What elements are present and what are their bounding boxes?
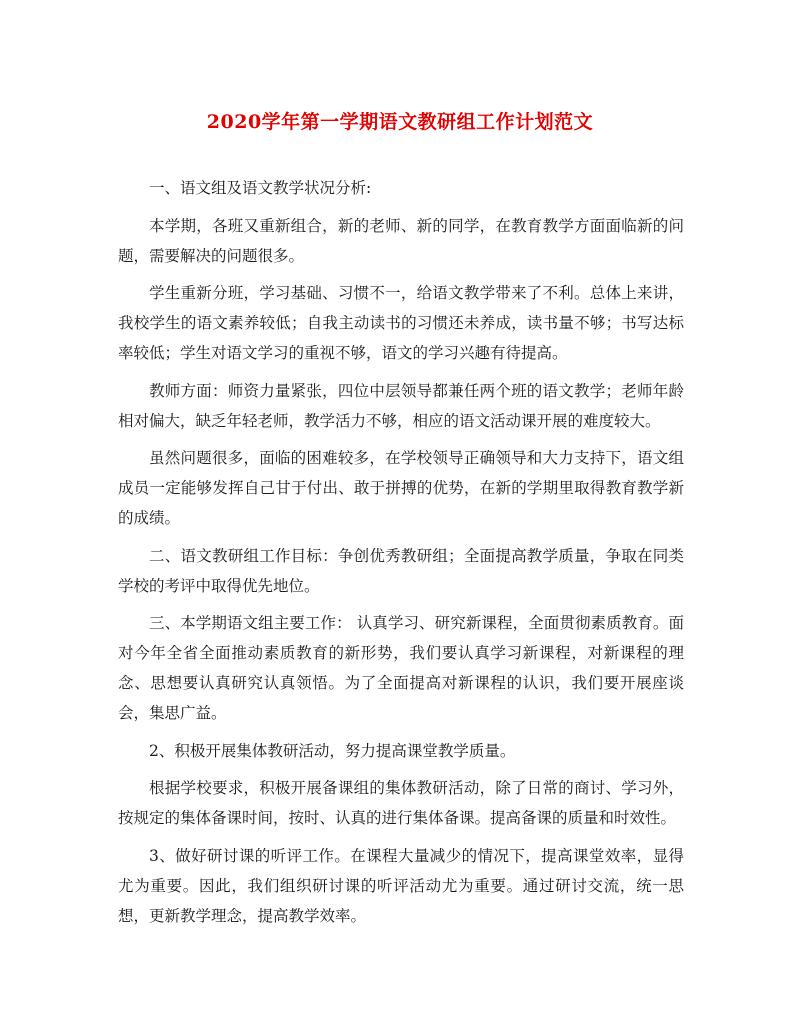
paragraph-teachers: 教师方面：师资力量紧张，四位中层领导都兼任两个班的语文教学；老师年龄相对偏大，缺乏年轻老师，教学活力不够，相应的语文活动课开展的难度较大。 bbox=[118, 381, 684, 430]
paragraph-item-2-detail: 根据学校要求，积极开展备课组的集体教研活动，除了日常的商讨、学习外，按规定的集体备课时间，按时、认真的进行集体备课。提高备课的质量和时效性。 bbox=[118, 779, 684, 828]
paragraph-confidence: 虽然问题很多，面临的困难较多，在学校领导正确领导和大力支持下，语文组成员一定能够发挥自己甘于付出、敢于拼搏的优势，在新的学期里取得教育教学新的成绩。 bbox=[118, 449, 684, 527]
paragraph-goals: 二、语文教研组工作目标：争创优秀教研组；全面提高教学质量，争取在同类学校的考评中取得优先地位。 bbox=[118, 546, 684, 595]
paragraph-students: 学生重新分班，学习基础、习惯不一，给语文教学带来了不利。总体上来讲，我校学生的语文素养较低；自我主动读书的习惯还未养成，读书量不够；书写达标率较低；学生对语文学习的重视不够，语文的学习兴趣有待提高。 bbox=[118, 284, 684, 362]
document-body bbox=[118, 174, 684, 939]
paragraph-analysis-heading: 一、语文组及语文教学状况分析: bbox=[149, 179, 372, 197]
document-title: 2020学年第一学期语文教研组工作计划范文 bbox=[206, 111, 594, 133]
paragraph-item-3: 3、做好研讨课的听评工作。在课程大量减少的情况下，提高课堂效率，显得尤为重要。因此，我们组织研讨课的听评活动尤为重要。通过研讨交流，统一思想，更新教学理念，提高教学效率。 bbox=[118, 846, 684, 925]
paragraph-main-work: 三、本学期语文组主要工作： 认真学习、研究新课程，全面贯彻素质教育。面对今年全省全面推动素质教育的新形势，我们要认真学习新课程，对新课程的理念、思想要认真研究认真领悟。为了全面提高对新课程的认识，我们要开展座谈会，集思广益。 bbox=[118, 614, 684, 722]
paragraph-semester-intro: 本学期，各班又重新组合，新的老师、新的同学，在教育教学方面面临新的问题，需要解决的问题很多。 bbox=[118, 216, 684, 265]
paragraph-item-2: 2、积极开展集体教研活动，努力提高课堂教学质量。 bbox=[149, 741, 516, 760]
